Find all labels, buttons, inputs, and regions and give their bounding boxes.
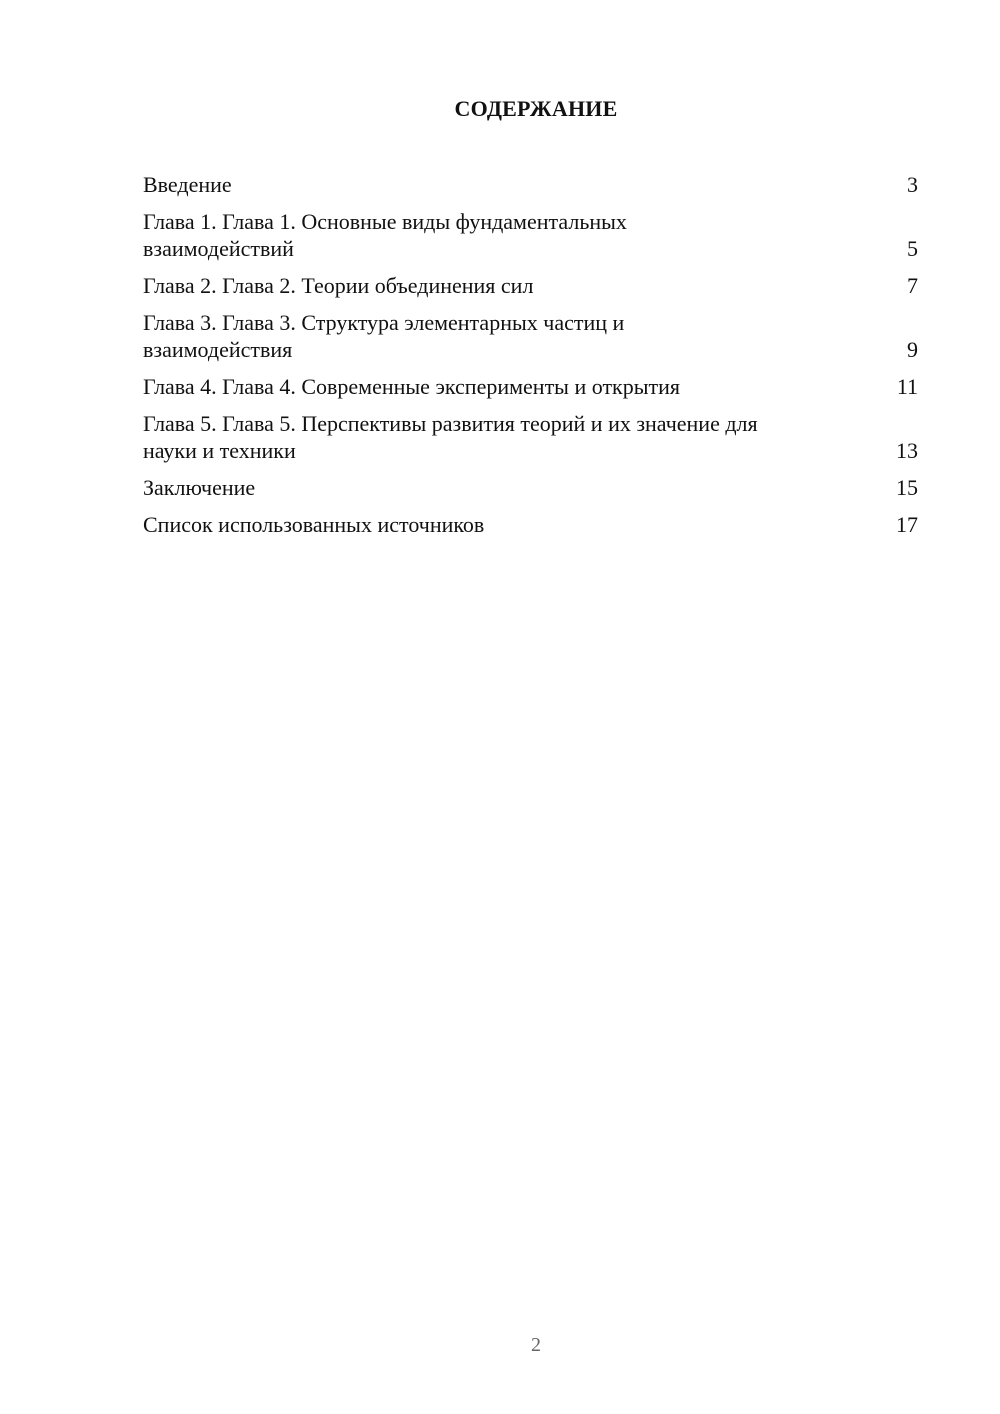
toc-entry-chapter-2 bbox=[143, 272, 918, 299]
toc-entry-introduction bbox=[143, 171, 918, 198]
page-number: 2 bbox=[531, 1334, 541, 1356]
toc-entry-label: Глава 3. Глава 3. Структура элементарных частиц и взаимодействия bbox=[143, 310, 625, 362]
toc-entry-page: 13 bbox=[896, 438, 918, 463]
toc-entry-page: 7 bbox=[907, 273, 918, 298]
toc-entry-label: Список использованных источников bbox=[143, 512, 485, 537]
toc-entry-label: Введение bbox=[143, 172, 232, 197]
toc-entry-label: Заключение bbox=[143, 475, 256, 500]
toc-entry-page: 11 bbox=[896, 374, 918, 399]
toc-entry-chapter-5 bbox=[143, 410, 918, 464]
toc-entry-chapter-4 bbox=[143, 373, 918, 400]
toc-entry-references bbox=[143, 511, 918, 538]
toc-entry-label: Глава 2. Глава 2. Теории объединения сил bbox=[143, 273, 534, 298]
toc-entry-page: 9 bbox=[907, 337, 918, 362]
toc-entry-page: 17 bbox=[896, 512, 918, 537]
toc-entry-conclusion bbox=[143, 474, 918, 501]
table-of-contents bbox=[143, 171, 918, 548]
toc-entry-chapter-1 bbox=[143, 208, 918, 262]
toc-entry-chapter-3 bbox=[143, 309, 918, 363]
toc-entry-label: Глава 4. Глава 4. Современные эксперименты и открытия bbox=[143, 374, 681, 399]
page-title: СОДЕРЖАНИЕ bbox=[454, 96, 618, 121]
toc-entry-page: 15 bbox=[896, 475, 918, 500]
toc-entry-label: Глава 1. Глава 1. Основные виды фундаментальных взаимодействий bbox=[143, 209, 627, 261]
toc-entry-page: 3 bbox=[907, 172, 918, 197]
toc-entry-label: Глава 5. Глава 5. Перспективы развития теорий и их значение для науки и техники bbox=[143, 411, 758, 463]
toc-entry-page: 5 bbox=[907, 236, 918, 261]
